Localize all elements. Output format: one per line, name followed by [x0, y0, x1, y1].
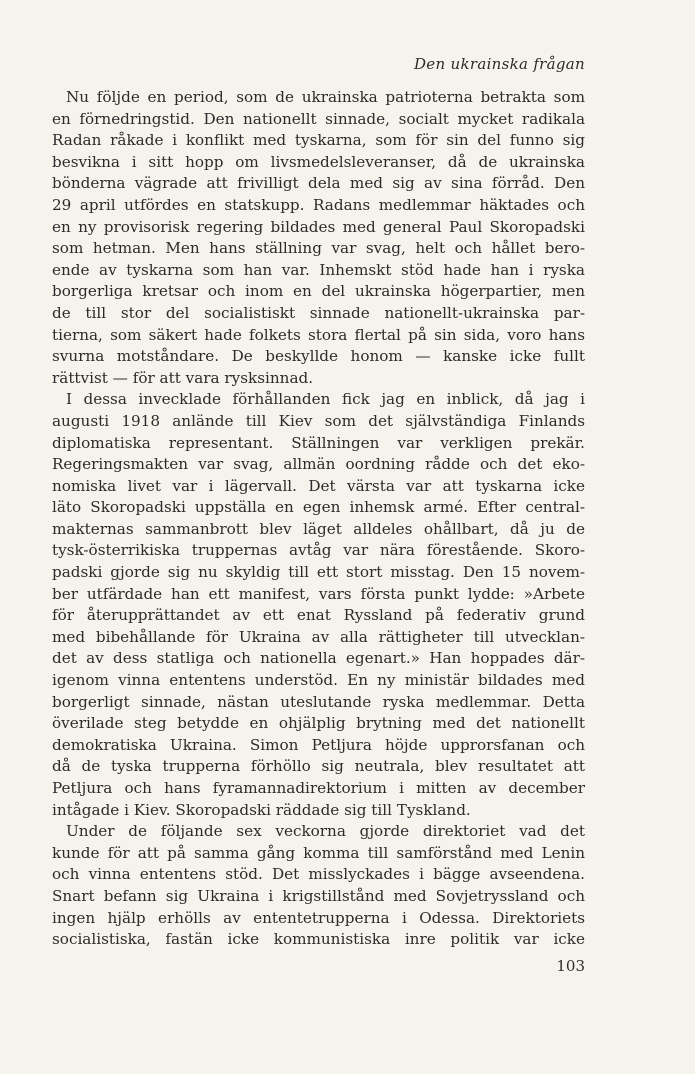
text-line: Petljura och hans fyramannadirektorium i mitten av december	[52, 779, 585, 797]
text-line: intågade i Kiev. Skoropadski räddade sig till Tyskland.	[52, 800, 471, 819]
text-line: för återupprättandet av ett enat Ryssland på federativ grund	[52, 606, 585, 625]
text-line: ber utfärdade han ett manifest, vars första punkt lydde: »Arbete	[52, 584, 585, 603]
text-line: demokratiska Ukraina. Simon Petljura höjde upprorsfanan och	[52, 735, 585, 754]
text-line: överilade steg betydde en ohjälplig brytning med det nationellt	[52, 714, 585, 733]
text-line: då de tyska trupperna förhöllo sig neutrala, blev resultatet att	[52, 757, 585, 776]
text-line: nomiska livet var i lägervall. Det värsta var att tyskarna icke	[52, 476, 585, 495]
text-line: igenom vinna ententens understöd. En ny ministär bildades med	[52, 671, 585, 690]
text-line: Nu följde en period, som de ukrainska patrioterna betrakta som	[66, 88, 585, 106]
paragraph	[52, 87, 585, 389]
text-line: augusti 1918 anlände till Kiev som det självständiga Finlands	[52, 411, 585, 430]
text-line: Under de följande sex veckorna gjorde direktoriet vad det	[66, 822, 585, 841]
text-line: makternas sammanbrott blev läget alldeles ohållbart, då ju de	[52, 519, 585, 538]
text-line: kunde för att på samma gång komma till samförstånd med Lenin	[52, 843, 585, 862]
text-line: rättvist — för att vara rysksinnad.	[52, 368, 314, 387]
text-line: borgerligt sinnade, nästan uteslutande ryska medlemmar. Detta	[52, 692, 585, 711]
text-line: de till stor del socialistiskt sinnade nationellt-ukrainska par-	[52, 303, 585, 322]
text-line: borgerliga kretsar och inom en del ukrainska högerpartier, men	[52, 282, 585, 301]
text-line: diplomatiska representant. Ställningen var verkligen prekär.	[52, 433, 585, 452]
text-line: Regeringsmakten var svag, allmän oordning rådde och det eko-	[52, 455, 585, 474]
paragraph	[52, 389, 585, 821]
running-header: Den ukrainska frågan	[413, 55, 585, 73]
text-line: socialistiska, fastän icke kommunistiska inre politik var icke	[52, 930, 585, 949]
text-line: läto Skoropadski uppställa en egen inhemsk armé. Efter central-	[52, 498, 585, 517]
text-line: svurna motståndare. De beskyllde honom — kanske icke fullt	[52, 347, 585, 366]
text-line: tierna, som säkert hade folkets stora flertal på sin sida, voro hans	[52, 325, 585, 344]
text-line: med bibehållande för Ukraina av alla rättigheter till utvecklan-	[52, 627, 585, 646]
text-line: en ny provisorisk regering bildades med general Paul Skoropadski	[52, 217, 585, 236]
page-number: 103	[556, 957, 585, 975]
paragraph	[52, 821, 585, 951]
text-line: padski gjorde sig nu skyldig till ett stort misstag. Den 15 novem-	[52, 563, 585, 582]
text-line: tysk-österrikiska truppernas avtåg var nära förestående. Skoro-	[52, 541, 585, 560]
text-line: 29 april utfördes en statskupp. Radans medlemmar häktades och	[52, 195, 585, 214]
text-line: I dessa invecklade förhållanden fick jag en inblick, då jag i	[66, 390, 585, 409]
body-text	[52, 87, 585, 951]
text-line: som hetman. Men hans ställning var svag, helt och hållet bero-	[52, 239, 585, 258]
text-line: ingen hjälp erhölls av ententetrupperna i Odessa. Direktoriets	[52, 908, 585, 927]
text-line: ende av tyskarna som han var. Inhemskt stöd hade han i ryska	[52, 260, 585, 279]
text-line: en förnedringstid. Den nationellt sinnade, socialt mycket radikala	[52, 109, 585, 128]
text-line: och vinna ententens stöd. Det misslyckades i bägge avseendena.	[52, 865, 585, 884]
text-line: besvikna i sitt hopp om livsmedelsleveranser, då de ukrainska	[52, 152, 585, 171]
text-line: bönderna vägrade att frivilligt dela med sig av sina förråd. Den	[52, 174, 585, 193]
text-line: Radan råkade i konflikt med tyskarna, som för sin del funno sig	[52, 131, 585, 150]
text-line: Snart befann sig Ukraina i krigstillstånd med Sovjetryssland och	[52, 886, 585, 905]
text-line: det av dess statliga och nationella egenart.» Han hoppades där-	[52, 649, 585, 668]
